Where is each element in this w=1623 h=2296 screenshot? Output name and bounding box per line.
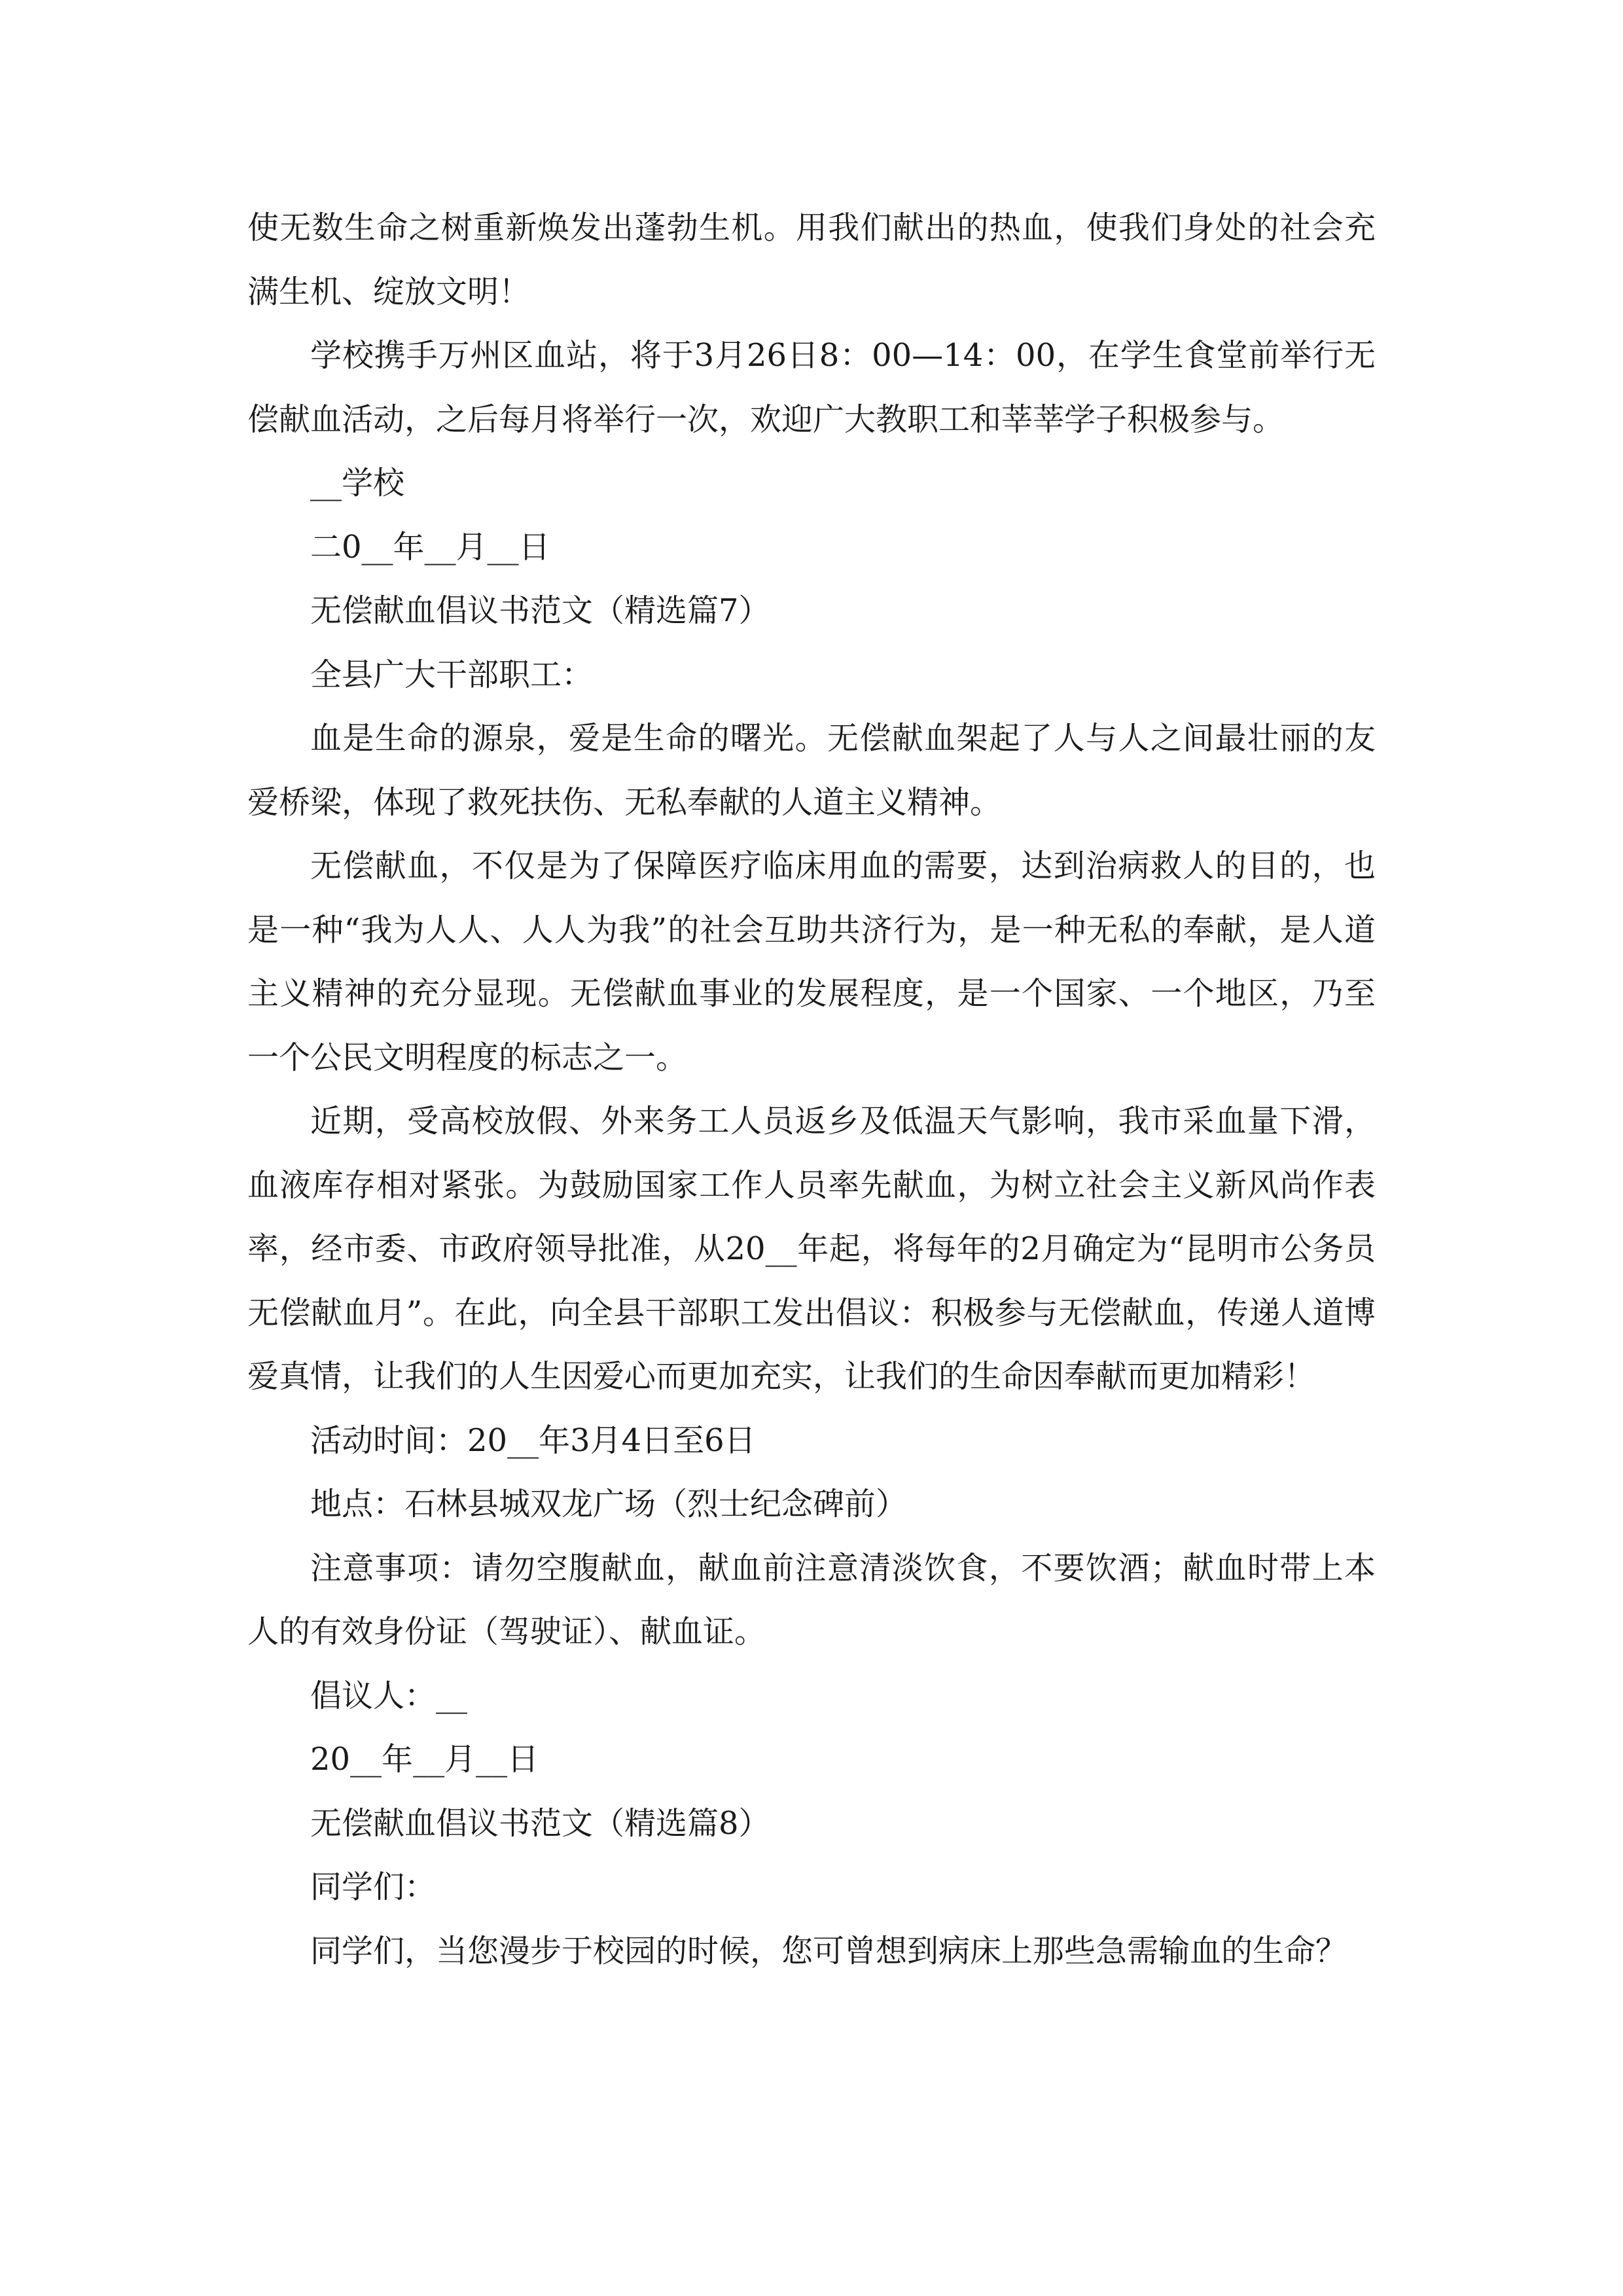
activity-location: 地点：石林县城双龙广场（烈士纪念碑前） bbox=[310, 1486, 908, 1522]
date-line: 20__年__月__日 bbox=[310, 1741, 539, 1778]
date-line: 二0__年__月__日 bbox=[310, 528, 550, 565]
paragraph: 同学们，当您漫步于校园的时候，您可曾想到病床上那些急需输血的生命？ bbox=[310, 1932, 1347, 1969]
paragraph: 无偿献血，不仅是为了保障医疗临床用血的需要，达到治病救人的目的，也是一种“我为人人、人人为我”的社会互助共济行为，是一种无私的奉献，是人道主义精神的充分显现。无偿献血事业的发展程度，是一个国家、一个地区，乃至一个公民文明程度的标志之一。 bbox=[247, 848, 1376, 1076]
paragraph: 使无数生命之树重新焕发出蓬勃生机。用我们献出的热血，使我们身处的社会充满生机、绽放文明！ bbox=[247, 209, 1376, 310]
paragraph: 血是生命的源泉，爱是生命的曙光。无偿献血架起了人与人之间最壮丽的友爱桥梁，体现了救死扶伤、无私奉献的人道主义精神。 bbox=[247, 720, 1376, 821]
salutation: 同学们： bbox=[310, 1869, 437, 1905]
salutation: 全县广大干部职工： bbox=[310, 656, 594, 693]
paragraph: 近期，受高校放假、外来务工人员返乡及低温天气影响，我市采血量下滑，血液库存相对紧张。为鼓励国家工作人员率先献血，为树立社会主义新风尚作表率，经市委、市政府领导批准，从20__年起，将每年的2月确定为“昆明市公务员无偿献血月”。在此，向全县干部职工发出倡议：积极参与无偿献血，传递人道博爱真情，让我们的人生因爱心而更加充实，让我们的生命因奉献而更加精彩！ bbox=[247, 1103, 1376, 1395]
activity-time: 活动时间：20__年3月4日至6日 bbox=[310, 1422, 756, 1459]
section-title: 无偿献血倡议书范文（精选篇8） bbox=[310, 1804, 770, 1842]
paragraph: 学校携手万州区血站，将于3月26日8：00—14：00，在学生食堂前举行无偿献血活动，之后每月将举行一次，欢迎广大教职工和莘莘学子积极参与。 bbox=[247, 337, 1376, 438]
initiator: 倡议人：__ bbox=[310, 1677, 468, 1714]
signature-school: __学校 bbox=[310, 465, 405, 501]
section-title: 无偿献血倡议书范文（精选篇7） bbox=[310, 592, 770, 629]
document-body bbox=[247, 196, 1376, 1983]
notes: 注意事项：请勿空腹献血，献血前注意清淡饮食，不要饮酒；献血时带上本人的有效身份证（驾驶证）、献血证。 bbox=[247, 1549, 1376, 1650]
